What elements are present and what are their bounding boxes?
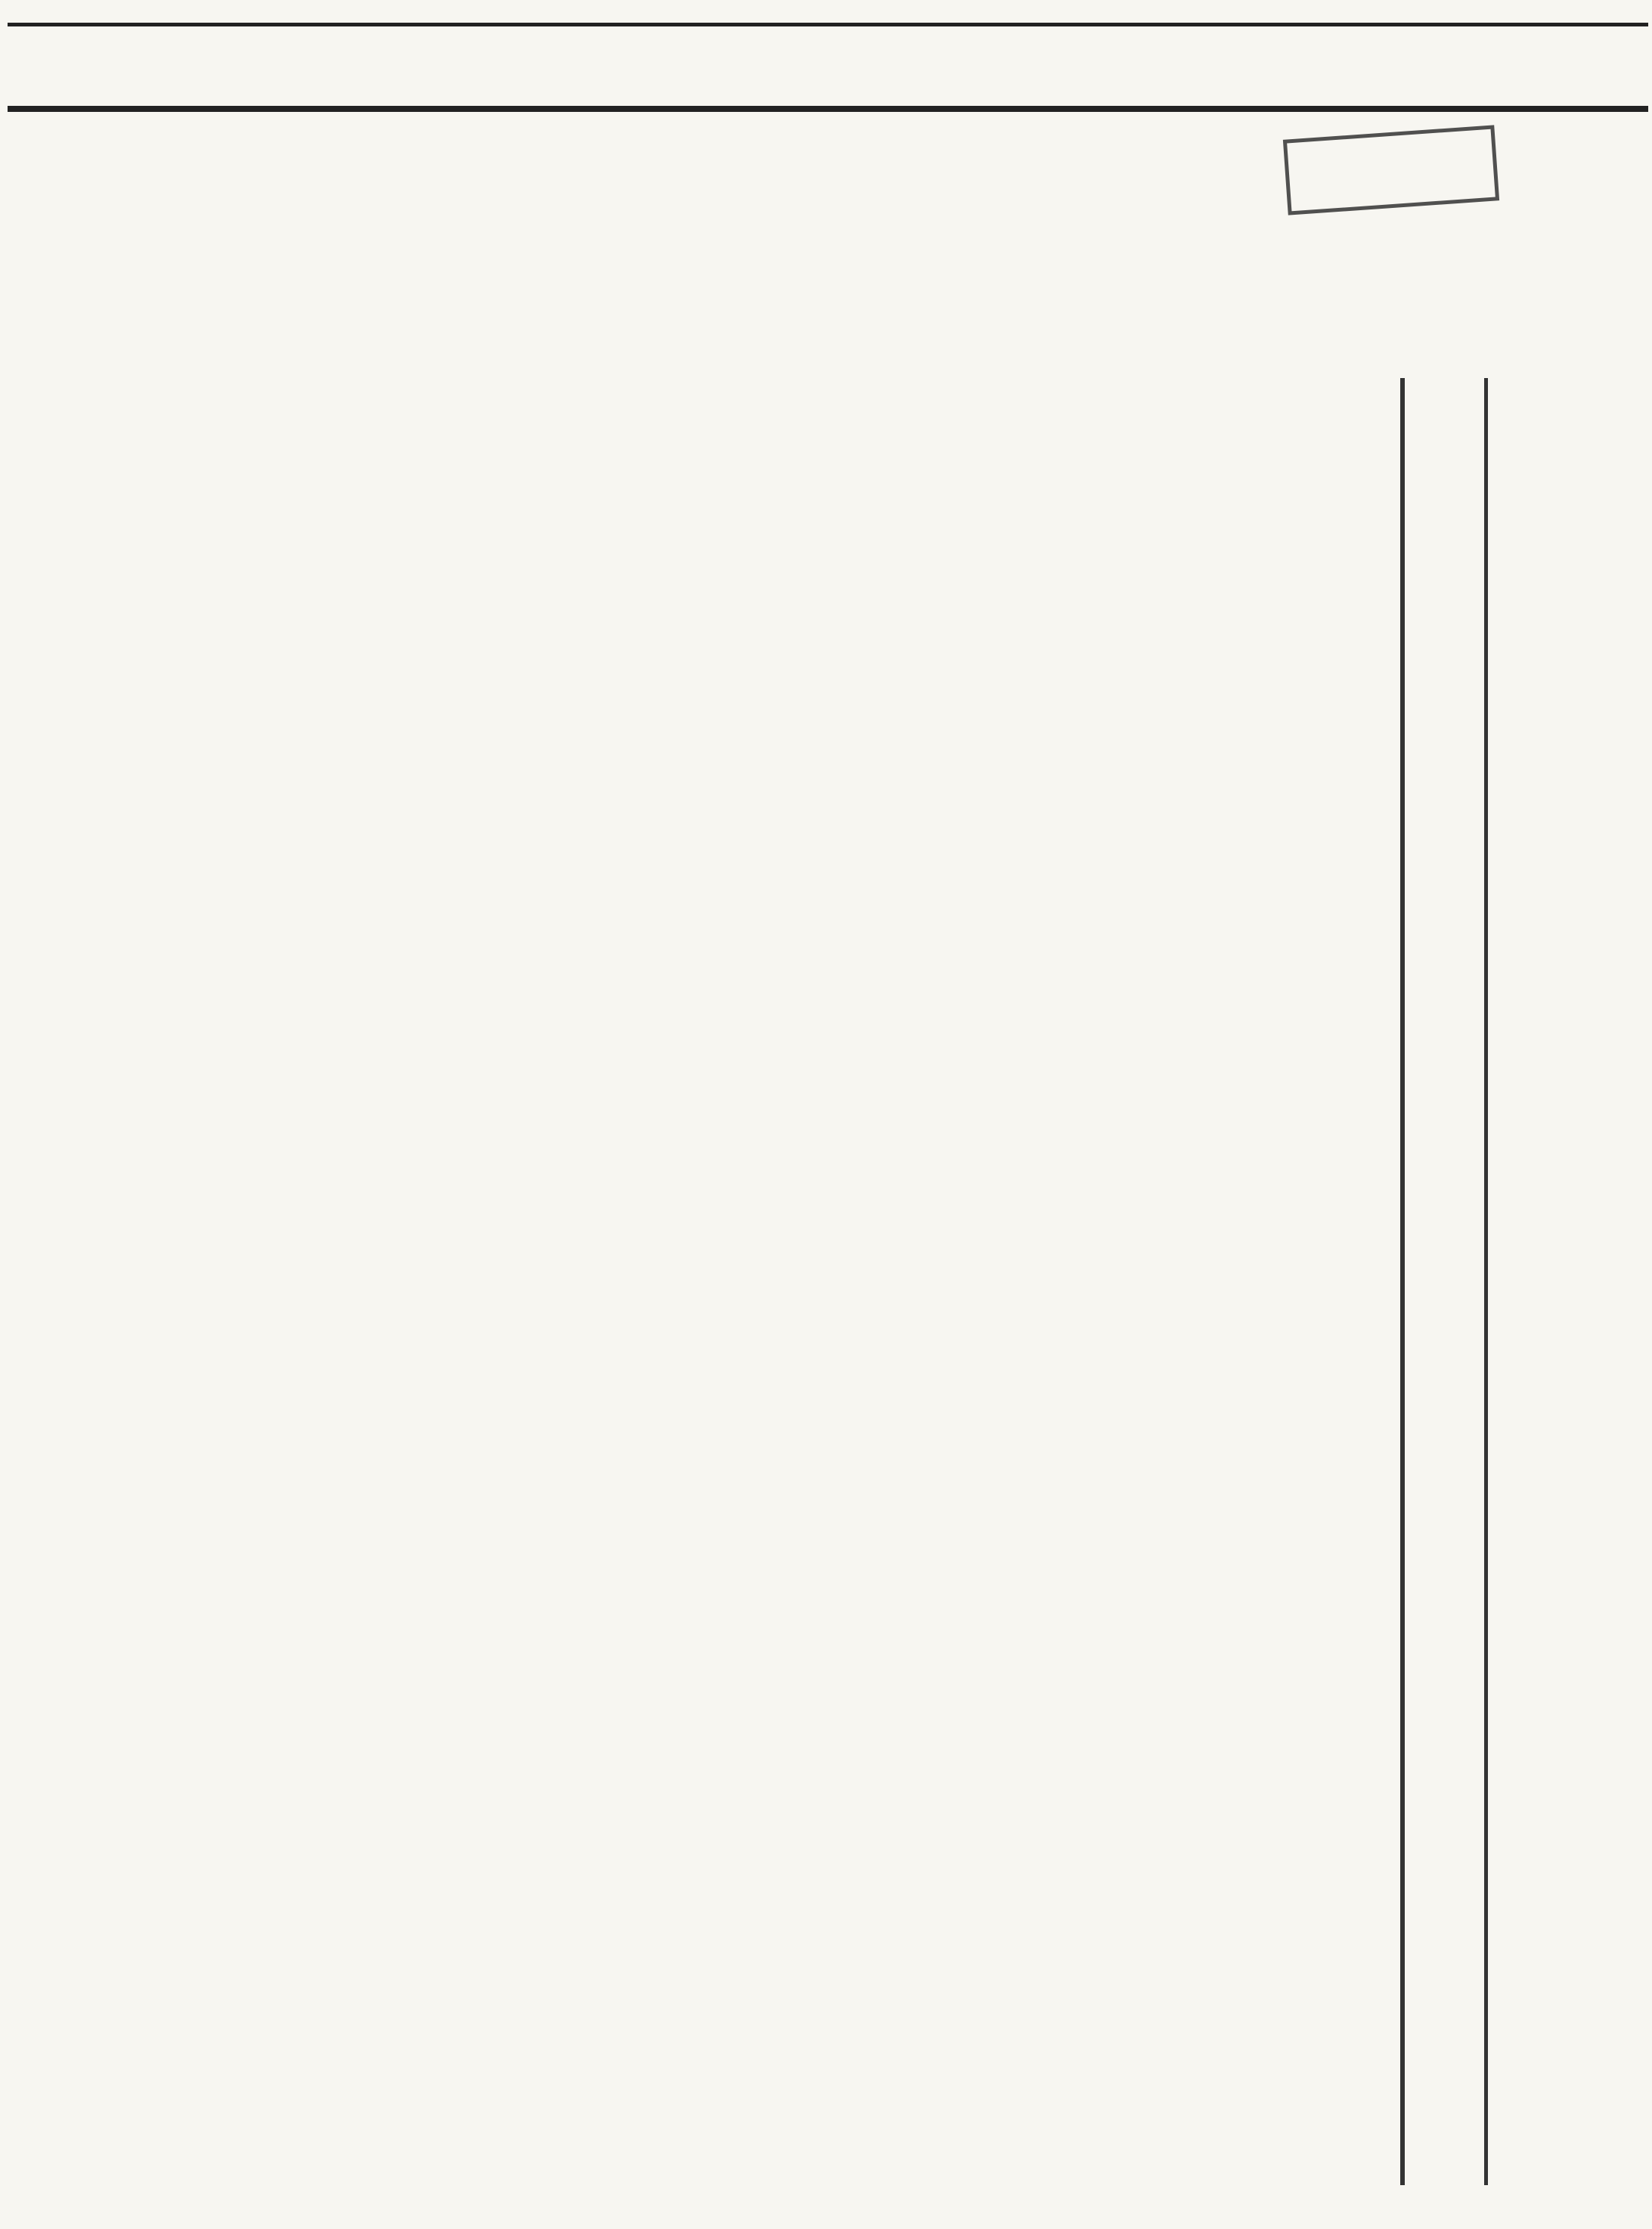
header-top-rule	[8, 23, 1648, 26]
stamp-strip	[1400, 378, 1488, 2185]
stamp-top	[1283, 125, 1499, 215]
header-bottom-rule	[8, 106, 1648, 112]
